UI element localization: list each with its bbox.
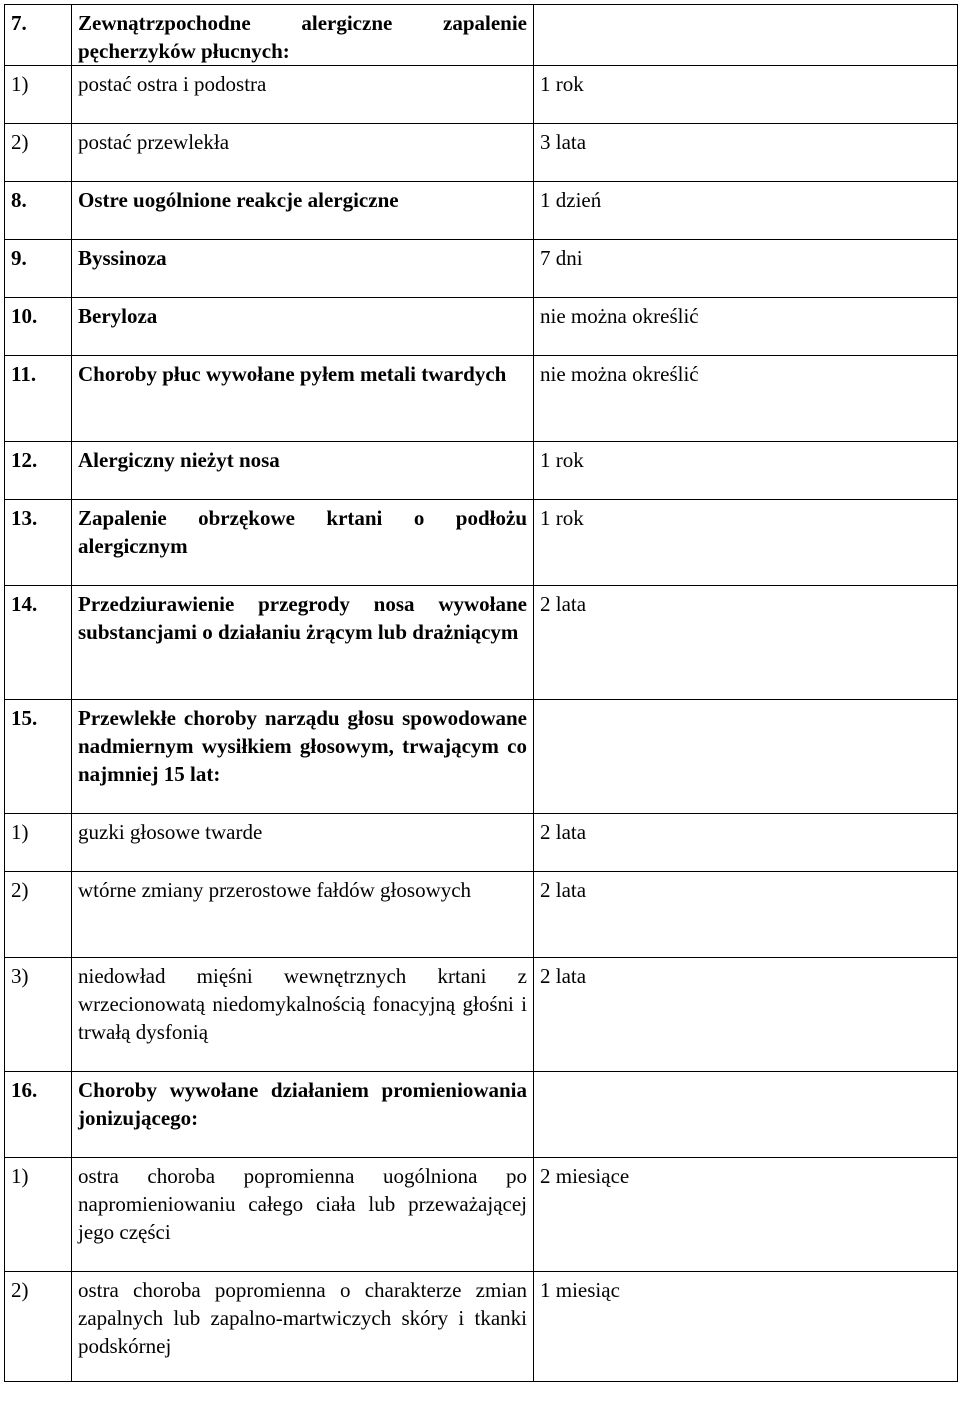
- disease-name: Alergiczny nieżyt nosa: [72, 442, 534, 500]
- disease-name: Choroby płuc wywołane pyłem metali twardych: [72, 356, 534, 442]
- period-value: 3 lata: [534, 124, 958, 182]
- disease-name: Przedziurawienie przegrody nosa wywołane substancjami o działaniu żrącym lub drażniącym: [72, 586, 534, 700]
- disease-name: Byssinoza: [72, 240, 534, 298]
- row-number: 1): [5, 1158, 72, 1272]
- row-number: 16.: [5, 1072, 72, 1158]
- period-value: 2 miesiące: [534, 1158, 958, 1272]
- disease-name: Beryloza: [72, 298, 534, 356]
- period-value: nie można określić: [534, 298, 958, 356]
- row-number: 3): [5, 958, 72, 1072]
- table-row: [5, 586, 958, 700]
- disease-name: ostra choroba popromienna o charakterze zmian zapalnych lub zapalno-martwiczych skóry i tkanki podskórnej: [72, 1272, 534, 1382]
- row-number: 7.: [5, 5, 72, 66]
- period-value: 2 lata: [534, 958, 958, 1072]
- disease-name: wtórne zmiany przerostowe fałdów głosowych: [72, 872, 534, 958]
- table-row: [5, 1272, 958, 1382]
- disease-name: postać przewlekła: [72, 124, 534, 182]
- row-number: 12.: [5, 442, 72, 500]
- table-row: [5, 356, 958, 442]
- disease-name: Zewnątrzpochodne alergiczne zapalenie pęcherzyków płucnych:: [72, 5, 534, 66]
- disease-name: Choroby wywołane działaniem promieniowania jonizującego:: [72, 1072, 534, 1158]
- table-row: [5, 240, 958, 298]
- disease-table-body: [5, 5, 958, 1382]
- disease-name: ostra choroba popromienna uogólniona po napromieniowaniu całego ciała lub przeważającej jego części: [72, 1158, 534, 1272]
- table-row: [5, 1072, 958, 1158]
- row-number: 13.: [5, 500, 72, 586]
- disease-name: Ostre uogólnione reakcje alergiczne: [72, 182, 534, 240]
- row-number: 15.: [5, 700, 72, 814]
- row-number: 14.: [5, 586, 72, 700]
- period-value: 1 dzień: [534, 182, 958, 240]
- row-number: 2): [5, 124, 72, 182]
- row-number: 9.: [5, 240, 72, 298]
- table-row: [5, 442, 958, 500]
- table-row: [5, 958, 958, 1072]
- disease-name: postać ostra i podostra: [72, 66, 534, 124]
- row-number: 1): [5, 66, 72, 124]
- row-number: 2): [5, 872, 72, 958]
- period-value: 1 rok: [534, 66, 958, 124]
- row-number: 8.: [5, 182, 72, 240]
- disease-name: Przewlekłe choroby narządu głosu spowodowane nadmiernym wysiłkiem głosowym, trwającym co najmniej 15 lat:: [72, 700, 534, 814]
- disease-table: [4, 4, 958, 1382]
- table-row: [5, 5, 958, 66]
- disease-name: niedowład mięśni wewnętrznych krtani z wrzecionowatą niedomykalnością fonacyjną głośni i trwałą dysfonią: [72, 958, 534, 1072]
- table-row: [5, 1158, 958, 1272]
- table-row: [5, 500, 958, 586]
- period-value: 2 lata: [534, 814, 958, 872]
- table-row: [5, 182, 958, 240]
- period-value: [534, 5, 958, 66]
- period-value: [534, 1072, 958, 1158]
- row-number: 2): [5, 1272, 72, 1382]
- disease-name: Zapalenie obrzękowe krtani o podłożu alergicznym: [72, 500, 534, 586]
- period-value: [534, 700, 958, 814]
- period-value: nie można określić: [534, 356, 958, 442]
- table-row: [5, 814, 958, 872]
- row-number: 10.: [5, 298, 72, 356]
- period-value: 2 lata: [534, 872, 958, 958]
- table-row: [5, 298, 958, 356]
- period-value: 1 rok: [534, 500, 958, 586]
- row-number: 1): [5, 814, 72, 872]
- table-row: [5, 872, 958, 958]
- period-value: 1 miesiąc: [534, 1272, 958, 1382]
- table-row: [5, 124, 958, 182]
- period-value: 7 dni: [534, 240, 958, 298]
- period-value: 2 lata: [534, 586, 958, 700]
- table-row: [5, 700, 958, 814]
- disease-name: guzki głosowe twarde: [72, 814, 534, 872]
- period-value: 1 rok: [534, 442, 958, 500]
- row-number: 11.: [5, 356, 72, 442]
- table-row: [5, 66, 958, 124]
